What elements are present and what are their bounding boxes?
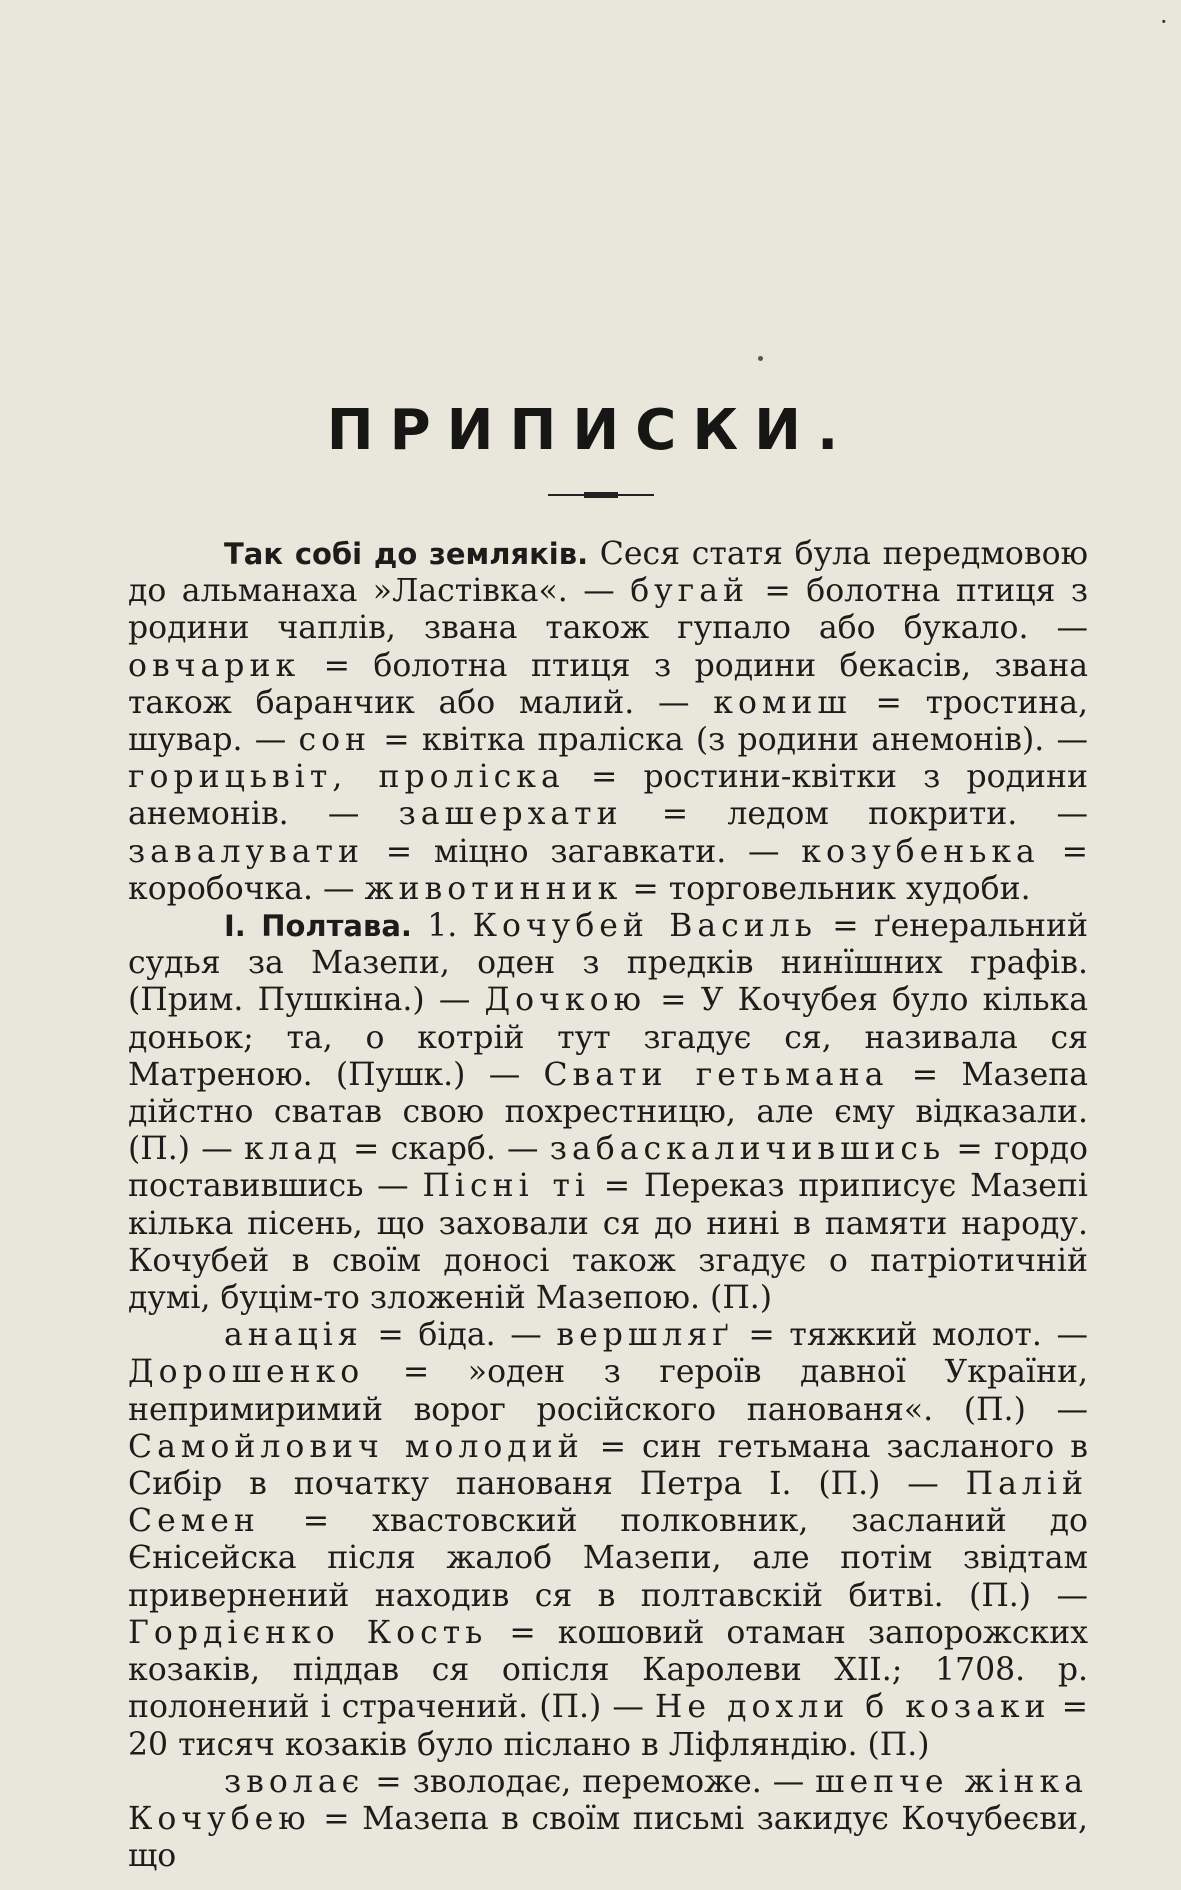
text-run: = болотна птиця з родини чаплів, звана також гупало або букало. — bbox=[128, 573, 1089, 647]
spaced-term: Не дохли б козаки bbox=[654, 1689, 1051, 1726]
spaced-term: Кочубей Василь bbox=[472, 908, 817, 945]
text-run: = скарб. — bbox=[341, 1131, 550, 1168]
text-run: = син гетьмана засланого в Сибір в початку панованя Петра I. (П.) — bbox=[128, 1428, 1088, 1503]
text-run: = хвастовский полковник, засланий до Єнісейска після жалоб Мазепи, але потім звідтам привернений находив ся в полтавскій битві. (П.) — bbox=[128, 1503, 1088, 1614]
spaced-term: овчарик bbox=[128, 647, 301, 684]
spaced-term: животинник bbox=[364, 870, 623, 907]
spaced-term: горицьвіт, проліска bbox=[128, 759, 565, 796]
spaced-term: анація bbox=[224, 1317, 363, 1354]
text-run: = ґенеральний судья за Мазепи, оден з предків нинїшних графів. (Прим. Пушкіна.) — bbox=[128, 908, 1088, 1019]
spaced-term: Свати гетьмана bbox=[543, 1056, 889, 1093]
spaced-term: вершляґ bbox=[556, 1317, 734, 1354]
spaced-term: Дочкою bbox=[484, 982, 647, 1019]
text-run: = тростина, шувар. — bbox=[128, 684, 1088, 759]
paragraph-heading: Так собі до земляків. bbox=[224, 537, 589, 571]
text-run: = болотна птиця з родини бекасів, звана також баранчик або малий. — bbox=[128, 647, 1088, 721]
text-run: = Мазепа в своїм письмі закидує Кочубеєви, що bbox=[128, 1800, 1088, 1875]
text-run: Сеся статя була передмовою до альманаха »Ластівка«. — bbox=[128, 536, 1089, 610]
spaced-term: Дорошенко bbox=[128, 1354, 365, 1391]
spaced-term: забаскаличившись bbox=[549, 1131, 946, 1168]
text-run: = 20 тисяч козаків було післано в Ліфляндію. (П.) bbox=[128, 1689, 1088, 1763]
paragraph bbox=[128, 1764, 1088, 1876]
spaced-term: завалувати bbox=[128, 833, 364, 870]
text-run: = »оден з героїв давної України, непримиримий ворог російского панованя«. (П.) — bbox=[128, 1354, 1088, 1428]
spaced-term: сон bbox=[298, 722, 372, 759]
spaced-term: зволає bbox=[224, 1763, 365, 1800]
paragraph-heading: I. Полтава. bbox=[224, 909, 412, 944]
title-rule-ornament bbox=[584, 492, 618, 498]
spaced-term: зашерхати bbox=[398, 796, 623, 833]
text-run: = торговельник худоби. bbox=[622, 870, 1031, 907]
page-title: ПРИПИСКИ. bbox=[326, 398, 855, 463]
spaced-term: Палій Семен bbox=[128, 1466, 1088, 1540]
text-run: = міцно загавкати. — bbox=[363, 833, 802, 870]
paragraph bbox=[128, 536, 1088, 908]
text-run: = квітка праліска (з родини анемонів). — bbox=[371, 722, 1088, 759]
spaced-term: Гордієнко Кость bbox=[128, 1614, 488, 1651]
text-run: = гордо поставившись — bbox=[128, 1131, 1088, 1205]
spaced-term: клад bbox=[243, 1131, 342, 1168]
text-run: = Мазепа дійстно сватав свою похрестницю, але єму відказали. (П.) — bbox=[128, 1056, 1088, 1168]
corner-mark: · bbox=[1160, 8, 1168, 36]
paragraph bbox=[128, 1317, 1088, 1763]
text-run: = біда. — bbox=[362, 1317, 557, 1354]
spaced-term: комиш bbox=[713, 684, 852, 721]
text-run: = коробочка. — bbox=[128, 833, 1088, 907]
text-run: = ростини-квітки з родини анемонів. — bbox=[128, 759, 1088, 833]
print-dot bbox=[758, 356, 763, 361]
text-run: = зволодає, переможе. — bbox=[364, 1763, 816, 1800]
spaced-term: бугай bbox=[630, 573, 749, 610]
spaced-term: Самойлович молодий bbox=[128, 1428, 584, 1465]
text-run: = У Кочубея було кілька доньок; та, о котрій тут згадує ся, називала ся Матреною. (Пушк.) — bbox=[128, 982, 1088, 1093]
document-body bbox=[128, 536, 1088, 1875]
text-run: = тяжкий молот. — bbox=[733, 1317, 1088, 1354]
spaced-term: Пісні ті bbox=[422, 1168, 590, 1205]
text-run: 1. bbox=[411, 908, 473, 945]
text-run: = кошовий отаман запорожских козаків, піддав ся опісля Каролеви XII.; 1708. р. полонений і страчений. (П.) — bbox=[128, 1614, 1088, 1726]
text-run: = Переказ приписує Мазепі кілька пісень, що заховали ся до нині в памяти народу. Кочубей в своїм доносі також згадує о патріотичній думі, буцім-то зложеній Мазепою. (П.) bbox=[128, 1168, 1088, 1317]
spaced-term: козубенька bbox=[801, 833, 1040, 870]
text-run: = ледом покрити. — bbox=[622, 796, 1088, 833]
paragraph bbox=[128, 908, 1088, 1317]
spaced-term: шепче жінка Кочубею bbox=[128, 1763, 1089, 1837]
